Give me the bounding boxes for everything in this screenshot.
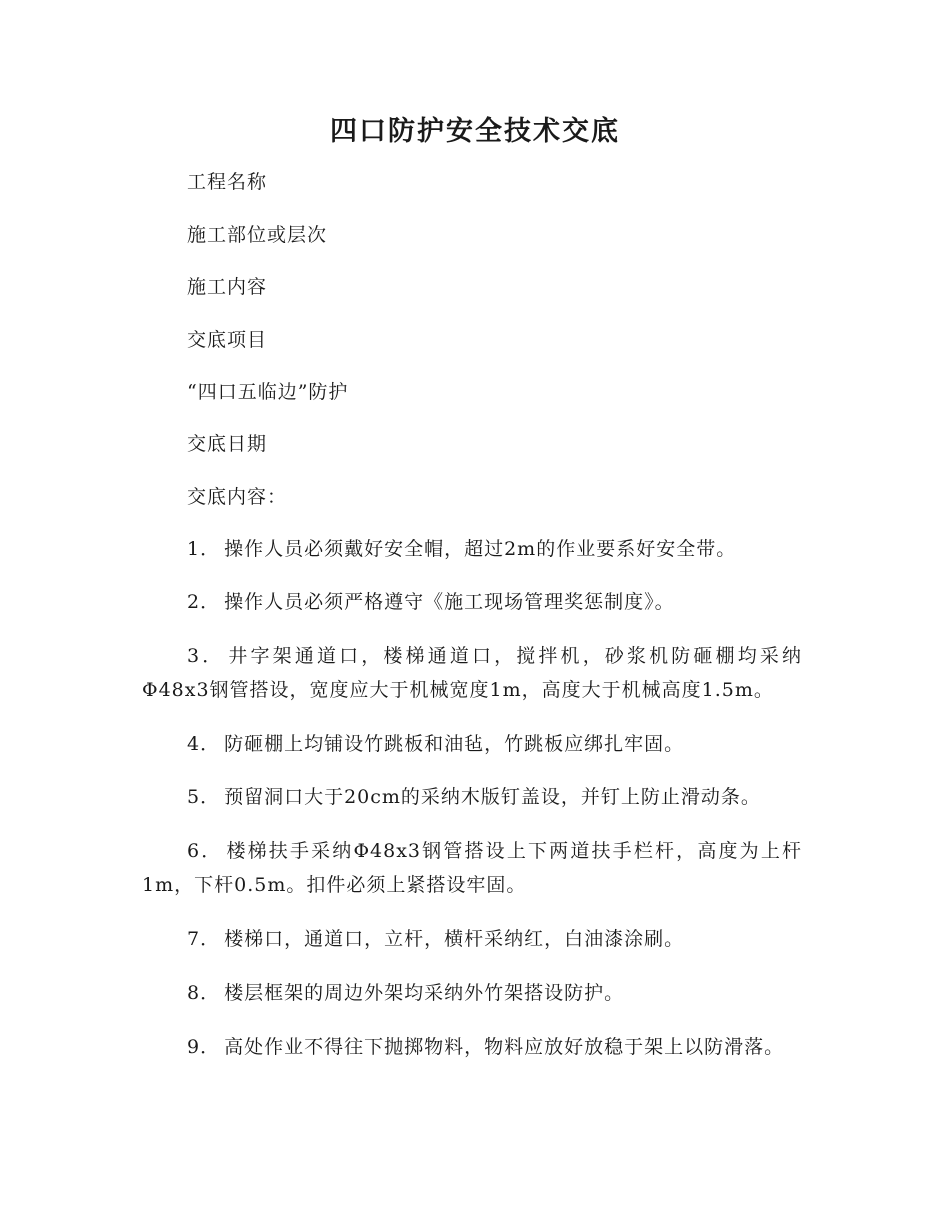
field-briefing-date: 交底日期 [187,433,268,455]
list-item-text: 防砸棚上均铺设竹跳板和油毡，竹跳板应绑扎牢固。 [224,733,685,755]
list-item-number: 3． [187,645,225,667]
list-item-number: 2． [187,591,221,613]
list-item-text: 井字架通道口，楼梯通道口，搅拌机，砂浆机防砸棚均采纳Φ48x3钢管搭设，宽度应大于机械宽度1m，高度大于机械高度1.5m。 [142,645,802,701]
field-construction-content: 施工内容 [187,276,268,298]
document-title: 四口防护安全技术交底 [330,116,620,147]
field-briefing-item: 交底项目 [187,329,268,351]
list-item [142,976,802,1010]
list-item [142,834,802,902]
list-item-text: 高处作业不得往下抛掷物料，物料应放好放稳于架上以防滑落。 [224,1036,785,1058]
list-item-text: 楼梯扶手采纳Φ48x3钢管搭设上下两道扶手栏杆，高度为上杆1m，下杆0.5m。扣件必须上紧搭设牢固。 [142,840,803,896]
list-item [142,532,802,566]
list-item-text: 楼梯口，通道口，立杆，横杆采纳红，白油漆涂刷。 [224,928,685,950]
field-briefing-item-value: “四口五临边”防护 [187,381,349,403]
list-item [142,922,802,956]
list-item-text: 预留洞口大于20cm的采纳木版钉盖设，并钉上防止滑动条。 [224,786,761,808]
list-item-number: 8． [187,982,221,1004]
list-item-text: 操作人员必须戴好安全帽，超过2m的作业要系好安全带。 [224,538,737,560]
list-item-number: 1． [187,538,221,560]
list-item [142,727,802,761]
list-item-text: 楼层框架的周边外架均采纳外竹架搭设防护。 [224,982,625,1004]
list-item [142,639,802,707]
field-project-name: 工程名称 [187,171,268,193]
list-item [142,780,802,814]
list-item-text: 操作人员必须严格遵守《施工现场管理奖惩制度》。 [224,591,675,613]
list-item-number: 4． [187,733,221,755]
field-briefing-content-heading: 交底内容： [187,486,288,508]
list-item-number: 9． [187,1036,221,1058]
list-item-number: 5． [187,786,221,808]
list-item-number: 7． [187,928,221,950]
list-item [142,1030,802,1064]
field-construction-location: 施工部位或层次 [187,224,328,246]
list-item [142,585,802,619]
list-item-number: 6． [187,840,223,862]
